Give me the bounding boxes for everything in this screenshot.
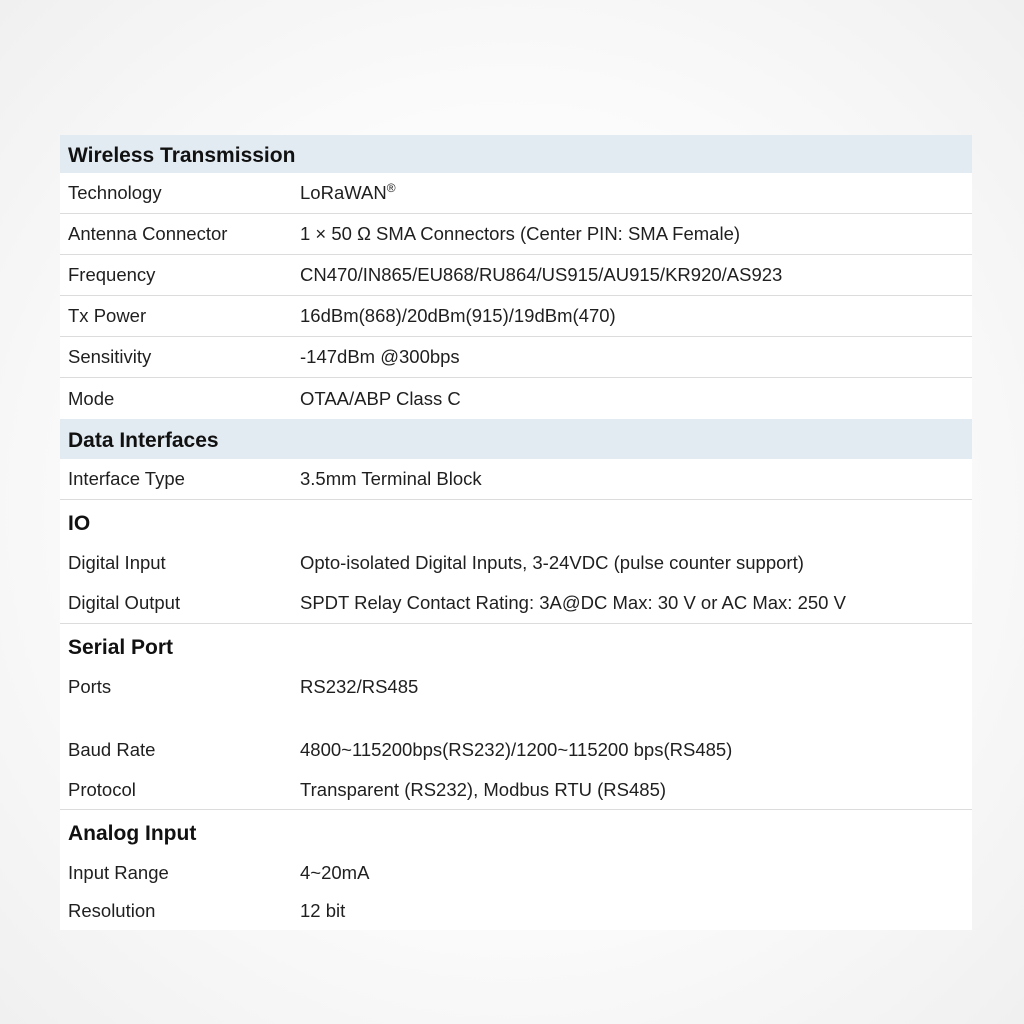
section-header-io [60, 500, 972, 544]
spec-label: Baud Rate [68, 739, 156, 760]
spec-row-ports [60, 668, 972, 706]
spec-row-tx-power [60, 296, 972, 337]
spec-value [300, 182, 972, 204]
spec-value-text: LoRaWAN [300, 182, 387, 203]
spec-value: -147dBm @300bps [300, 346, 460, 367]
spacer [60, 706, 972, 730]
spec-label: Technology [68, 182, 162, 203]
spec-label: Ports [68, 676, 112, 697]
section-title: Serial Port [68, 636, 174, 659]
spec-row-antenna-connector [60, 214, 972, 255]
spec-row-protocol [60, 770, 972, 810]
spec-label: Digital Input [68, 552, 166, 573]
spec-label: Digital Output [68, 591, 181, 613]
spec-label: Tx Power [68, 305, 147, 326]
section-header-serial-port [60, 624, 972, 668]
spec-value: OTAA/ABP Class C [300, 387, 461, 409]
spec-row-mode [60, 378, 972, 419]
section-title: Analog Input [68, 822, 197, 845]
spec-row-input-range [60, 854, 972, 892]
spec-value: 1 × 50 Ω SMA Connectors (Center PIN: SMA Female) [300, 223, 741, 244]
spec-table [60, 135, 972, 930]
spec-label: Protocol [68, 778, 136, 800]
section-header-analog-input [60, 810, 972, 854]
registered-mark: ® [386, 180, 396, 195]
spec-row-frequency [60, 255, 972, 296]
spec-label: Input Range [68, 862, 169, 883]
section-title: IO [68, 512, 91, 535]
section-title: Wireless Transmission [68, 144, 296, 167]
spec-label: Interface Type [68, 468, 185, 489]
spec-value: 4~20mA [300, 862, 370, 883]
spec-label: Mode [68, 387, 115, 409]
spec-row-baud-rate [60, 730, 972, 770]
spec-row-technology [60, 173, 972, 214]
spec-label: Sensitivity [68, 346, 152, 367]
spec-value: 12 bit [300, 900, 346, 921]
spec-row-sensitivity [60, 337, 972, 378]
spec-value: 3.5mm Terminal Block [300, 468, 482, 489]
spec-row-resolution [60, 892, 972, 930]
spec-label: Antenna Connector [68, 223, 228, 244]
spec-value: RS232/RS485 [300, 676, 419, 697]
spec-value: 4800~115200bps(RS232)/1200~115200 bps(RS485) [300, 739, 733, 760]
section-title: Data Interfaces [68, 429, 219, 452]
spec-value: 16dBm(868)/20dBm(915)/19dBm(470) [300, 305, 616, 326]
spec-value: Transparent (RS232), Modbus RTU (RS485) [300, 778, 667, 800]
section-header-data-interfaces [60, 419, 972, 459]
spec-label: Resolution [68, 900, 156, 921]
section-header-wireless-transmission [60, 135, 972, 173]
spec-row-digital-input [60, 544, 972, 582]
spec-value: CN470/IN865/EU868/RU864/US915/AU915/KR920/AS923 [300, 264, 783, 285]
spec-value: Opto-isolated Digital Inputs, 3-24VDC (pulse counter support) [300, 552, 804, 573]
spec-row-digital-output [60, 582, 972, 624]
spec-value: SPDT Relay Contact Rating: 3A@DC Max: 30 V or AC Max: 250 V [300, 591, 846, 613]
spec-row-interface-type [60, 459, 972, 500]
spec-label: Frequency [68, 264, 156, 285]
